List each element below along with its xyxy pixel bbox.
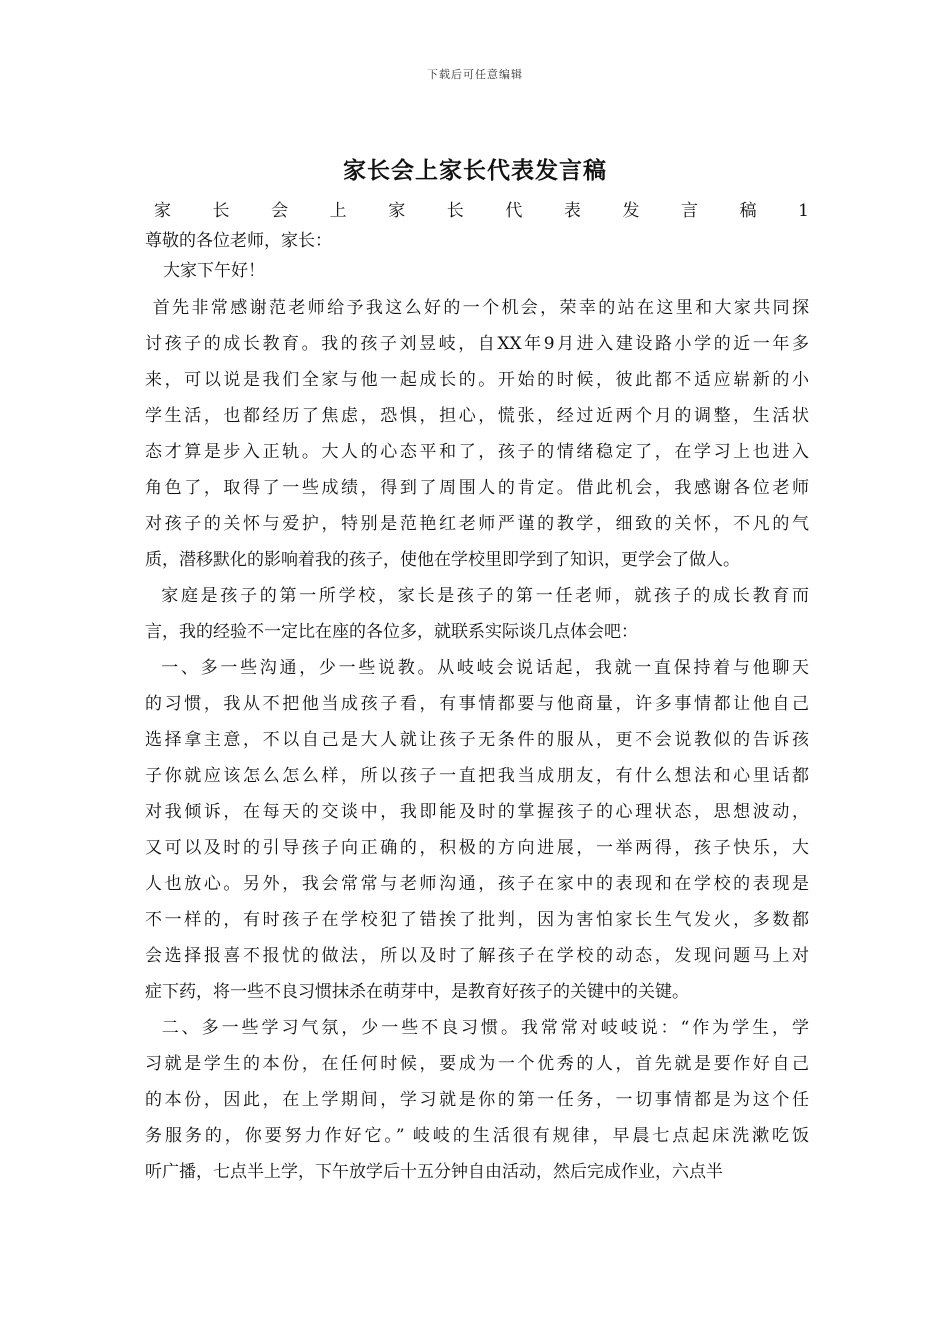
paragraph-line: 习就是学生的本份，在任何时候，要成为一个优秀的人，首先就是要作好自己 xyxy=(145,1054,809,1074)
paragraph-line: 人也放心。另外，我会常常与老师沟通，孩子在家中的表现和在学校的表现是 xyxy=(145,874,809,894)
greeting: 大家下午好！ xyxy=(163,261,265,281)
paragraph xyxy=(145,650,809,1010)
paragraph-line: 质，潜移默化的影响着我的孩子，使他在学校里即学到了知识，更学会了做人。 xyxy=(145,550,740,570)
paragraph-line: 务服务的，你要努力作好它。” 岐岐的生活很有规律，早晨七点起床洗漱吃饭 xyxy=(145,1126,809,1146)
paragraph-line: 讨孩子的成长教育。我的孩子刘昱岐，自XX年9月进入建设路小学的近一年多 xyxy=(145,334,809,354)
paragraphs-container xyxy=(145,290,809,1190)
paragraph-line: 的本份，因此，在上学期间，学习就是你的第一任务，一切事情都是为这个任 xyxy=(145,1090,809,1110)
paragraph-line: 选择拿主意，不以自己是大人就让孩子无条件的服从，更不会说教似的告诉孩 xyxy=(145,730,809,750)
paragraph-line: 会选择报喜不报忧的做法，所以及时了解孩子在学校的动态，发现问题马上对 xyxy=(145,946,809,966)
subtitle: 家长会上家长代表发言稿1 xyxy=(154,201,809,221)
salutation: 尊敬的各位老师，家长： xyxy=(145,231,332,251)
paragraph xyxy=(145,290,809,578)
paragraph-line: 角色了，取得了一些成绩，得到了周围人的肯定。借此机会，我感谢各位老师 xyxy=(145,478,809,498)
paragraph-line: 二、多一些学习气氛，少一些不良习惯。我常常对岐岐说：“作为学生，学 xyxy=(145,1018,809,1038)
paragraph-line: 来，可以说是我们全家与他一起成长的。开始的时候，彼此都不适应崭新的小 xyxy=(145,370,809,390)
paragraph-line: 言，我的经验不一定比在座的各位多，就联系实际谈几点体会吧： xyxy=(145,622,638,642)
paragraph-line: 对我倾诉，在每天的交谈中，我即能及时的掌握孩子的心理状态，思想波动， xyxy=(145,802,809,822)
paragraph-line: 学生活，也都经历了焦虑，恐惧，担心，慌张，经过近两个月的调整，生活状 xyxy=(145,406,809,426)
document-body xyxy=(145,196,809,1190)
opening-block xyxy=(145,196,809,286)
paragraph-line: 的习惯，我从不把他当成孩子看，有事情都要与他商量，许多事情都让他自己 xyxy=(145,694,809,714)
paragraph-line: 症下药，将一些不良习惯抹杀在萌芽中，是教育好孩子的关键中的关键。 xyxy=(145,982,689,1002)
paragraph-line: 对孩子的关怀与爱护，特别是范艳红老师严谨的教学，细致的关怀，不凡的气 xyxy=(145,514,809,534)
header-note: 下载后可任意编辑 xyxy=(427,68,523,81)
paragraph-line: 听广播，七点半上学，下午放学后十五分钟自由活动，然后完成作业，六点半 xyxy=(145,1162,723,1182)
paragraph xyxy=(145,1010,809,1190)
paragraph xyxy=(145,578,809,650)
paragraph-line: 一、多一些沟通，少一些说教。从岐岐会说话起，我就一直保持着与他聊天 xyxy=(145,658,809,678)
document-title: 家长会上家长代表发言稿 xyxy=(343,157,607,184)
paragraph-line: 又可以及时的引导孩子向正确的，积极的方向进展，一举两得，孩子快乐，大 xyxy=(145,838,809,858)
paragraph-line: 家庭是孩子的第一所学校，家长是孩子的第一任老师，就孩子的成长教育而 xyxy=(145,586,809,606)
paragraph-line: 不一样的，有时孩子在学校犯了错挨了批判，因为害怕家长生气发火，多数都 xyxy=(145,910,809,930)
paragraph-line: 态才算是步入正轨。大人的心态平和了，孩子的情绪稳定了，在学习上也进入 xyxy=(145,442,809,462)
paragraph-line: 首先非常感谢范老师给予我这么好的一个机会，荣幸的站在这里和大家共同探 xyxy=(145,298,809,318)
paragraph-line: 子你就应该怎么怎么样，所以孩子一直把我当成朋友，有什么想法和心里话都 xyxy=(145,766,809,786)
